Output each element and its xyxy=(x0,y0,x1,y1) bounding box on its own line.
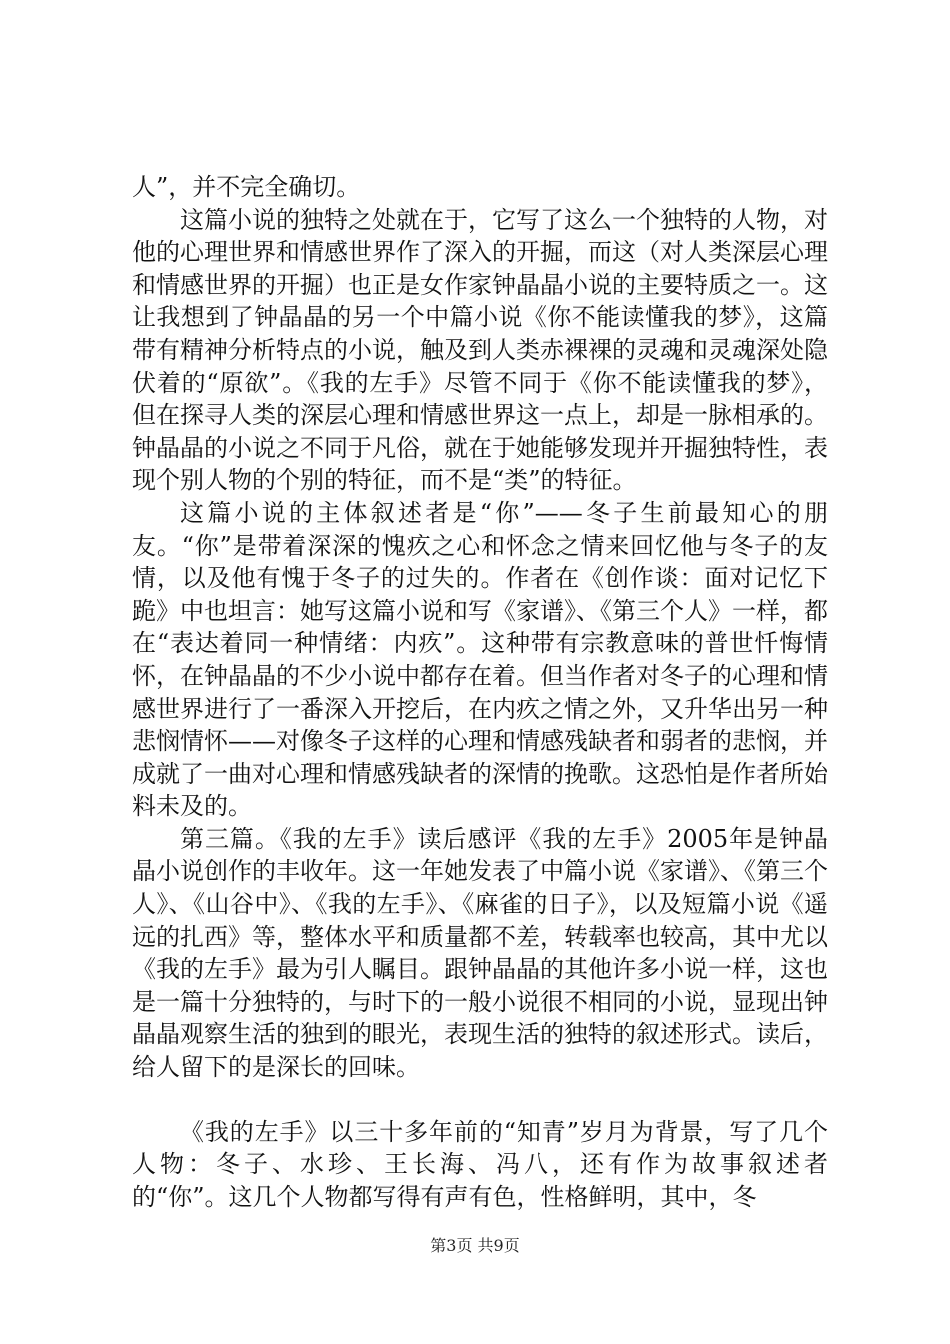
paragraph-unique-character: 这篇小说的独特之处就在于，它写了这么一个独特的人物，对他的心理世界和情感世界作了深入的开掘，而这（对人类深层心理和情感世界的开掘）也正是女作家钟晶晶小说的主要特质之一。这让我想到了钟晶晶的另一个中篇小说《你不能读懂我的梦》，这篇带有精神分析特点的小说，触及到人类赤裸裸的灵魂和灵魂深处隐伏着的“原欲”。《我的左手》尽管不同于《你不能读懂我的梦》，但在探寻人类的深层心理和情感世界这一点上，却是一脉相承的。钟晶晶的小说之不同于凡俗，就在于她能够发现并开掘独特性，表现个别人物的个别的特征，而不是“类”的特征。 xyxy=(132,205,828,495)
paragraph-background: 《我的左手》以三十多年前的“知青”岁月为背景，写了几个人物：冬子、水珍、王长海、冯八，还有作为故事叙述者的“你”。这几个人物都写得有声有色，性格鲜明，其中，冬 xyxy=(132,1117,828,1211)
page-footer: 第3页 共9页 xyxy=(430,1236,520,1255)
document-body xyxy=(132,171,828,1213)
paragraph-third-article: 第三篇。《我的左手》读后感评《我的左手》2005年是钟晶晶小说创作的丰收年。这一年她发表了中篇小说《家谱》、《第三个人》、《山谷中》、《我的左手》、《麻雀的日子》，以及短篇小说《遥远的扎西》等，整体水平和质量都不差，转载率也较高，其中尤以《我的左手》最为引人瞩目。跟钟晶晶的其他许多小说一样，这也是一篇十分独特的，与时下的一般小说很不相同的小说，显现出钟晶晶观察生活的独到的眼光，表现生活的独特的叙述形式。读后，给人留下的是深长的回味。 xyxy=(132,824,828,1082)
paragraph-narrator: 这篇小说的主体叙述者是“你”——冬子生前最知心的朋友。“你”是带着深深的愧疚之心和怀念之情来回忆他与冬子的友情，以及他有愧于冬子的过失的。作者在《创作谈：面对记忆下跪》中也坦言：她写这篇小说和写《家谱》、《第三个人》一样，都在“表达着同一种情绪：内疚”。这种带有宗教意味的普世忏悔情怀，在钟晶晶的不少小说中都存在着。但当作者对冬子的心理和情感世界进行了一番深入开挖后，在内疚之情之外，又升华出另一种悲悯情怀——对像冬子这样的心理和情感残缺者和弱者的悲悯，并成就了一曲对心理和情感残缺者的深情的挽歌。这恐怕是作者所始料未及的。 xyxy=(132,498,828,821)
paragraph-continuation: 人”，并不完全确切。 xyxy=(132,173,361,201)
